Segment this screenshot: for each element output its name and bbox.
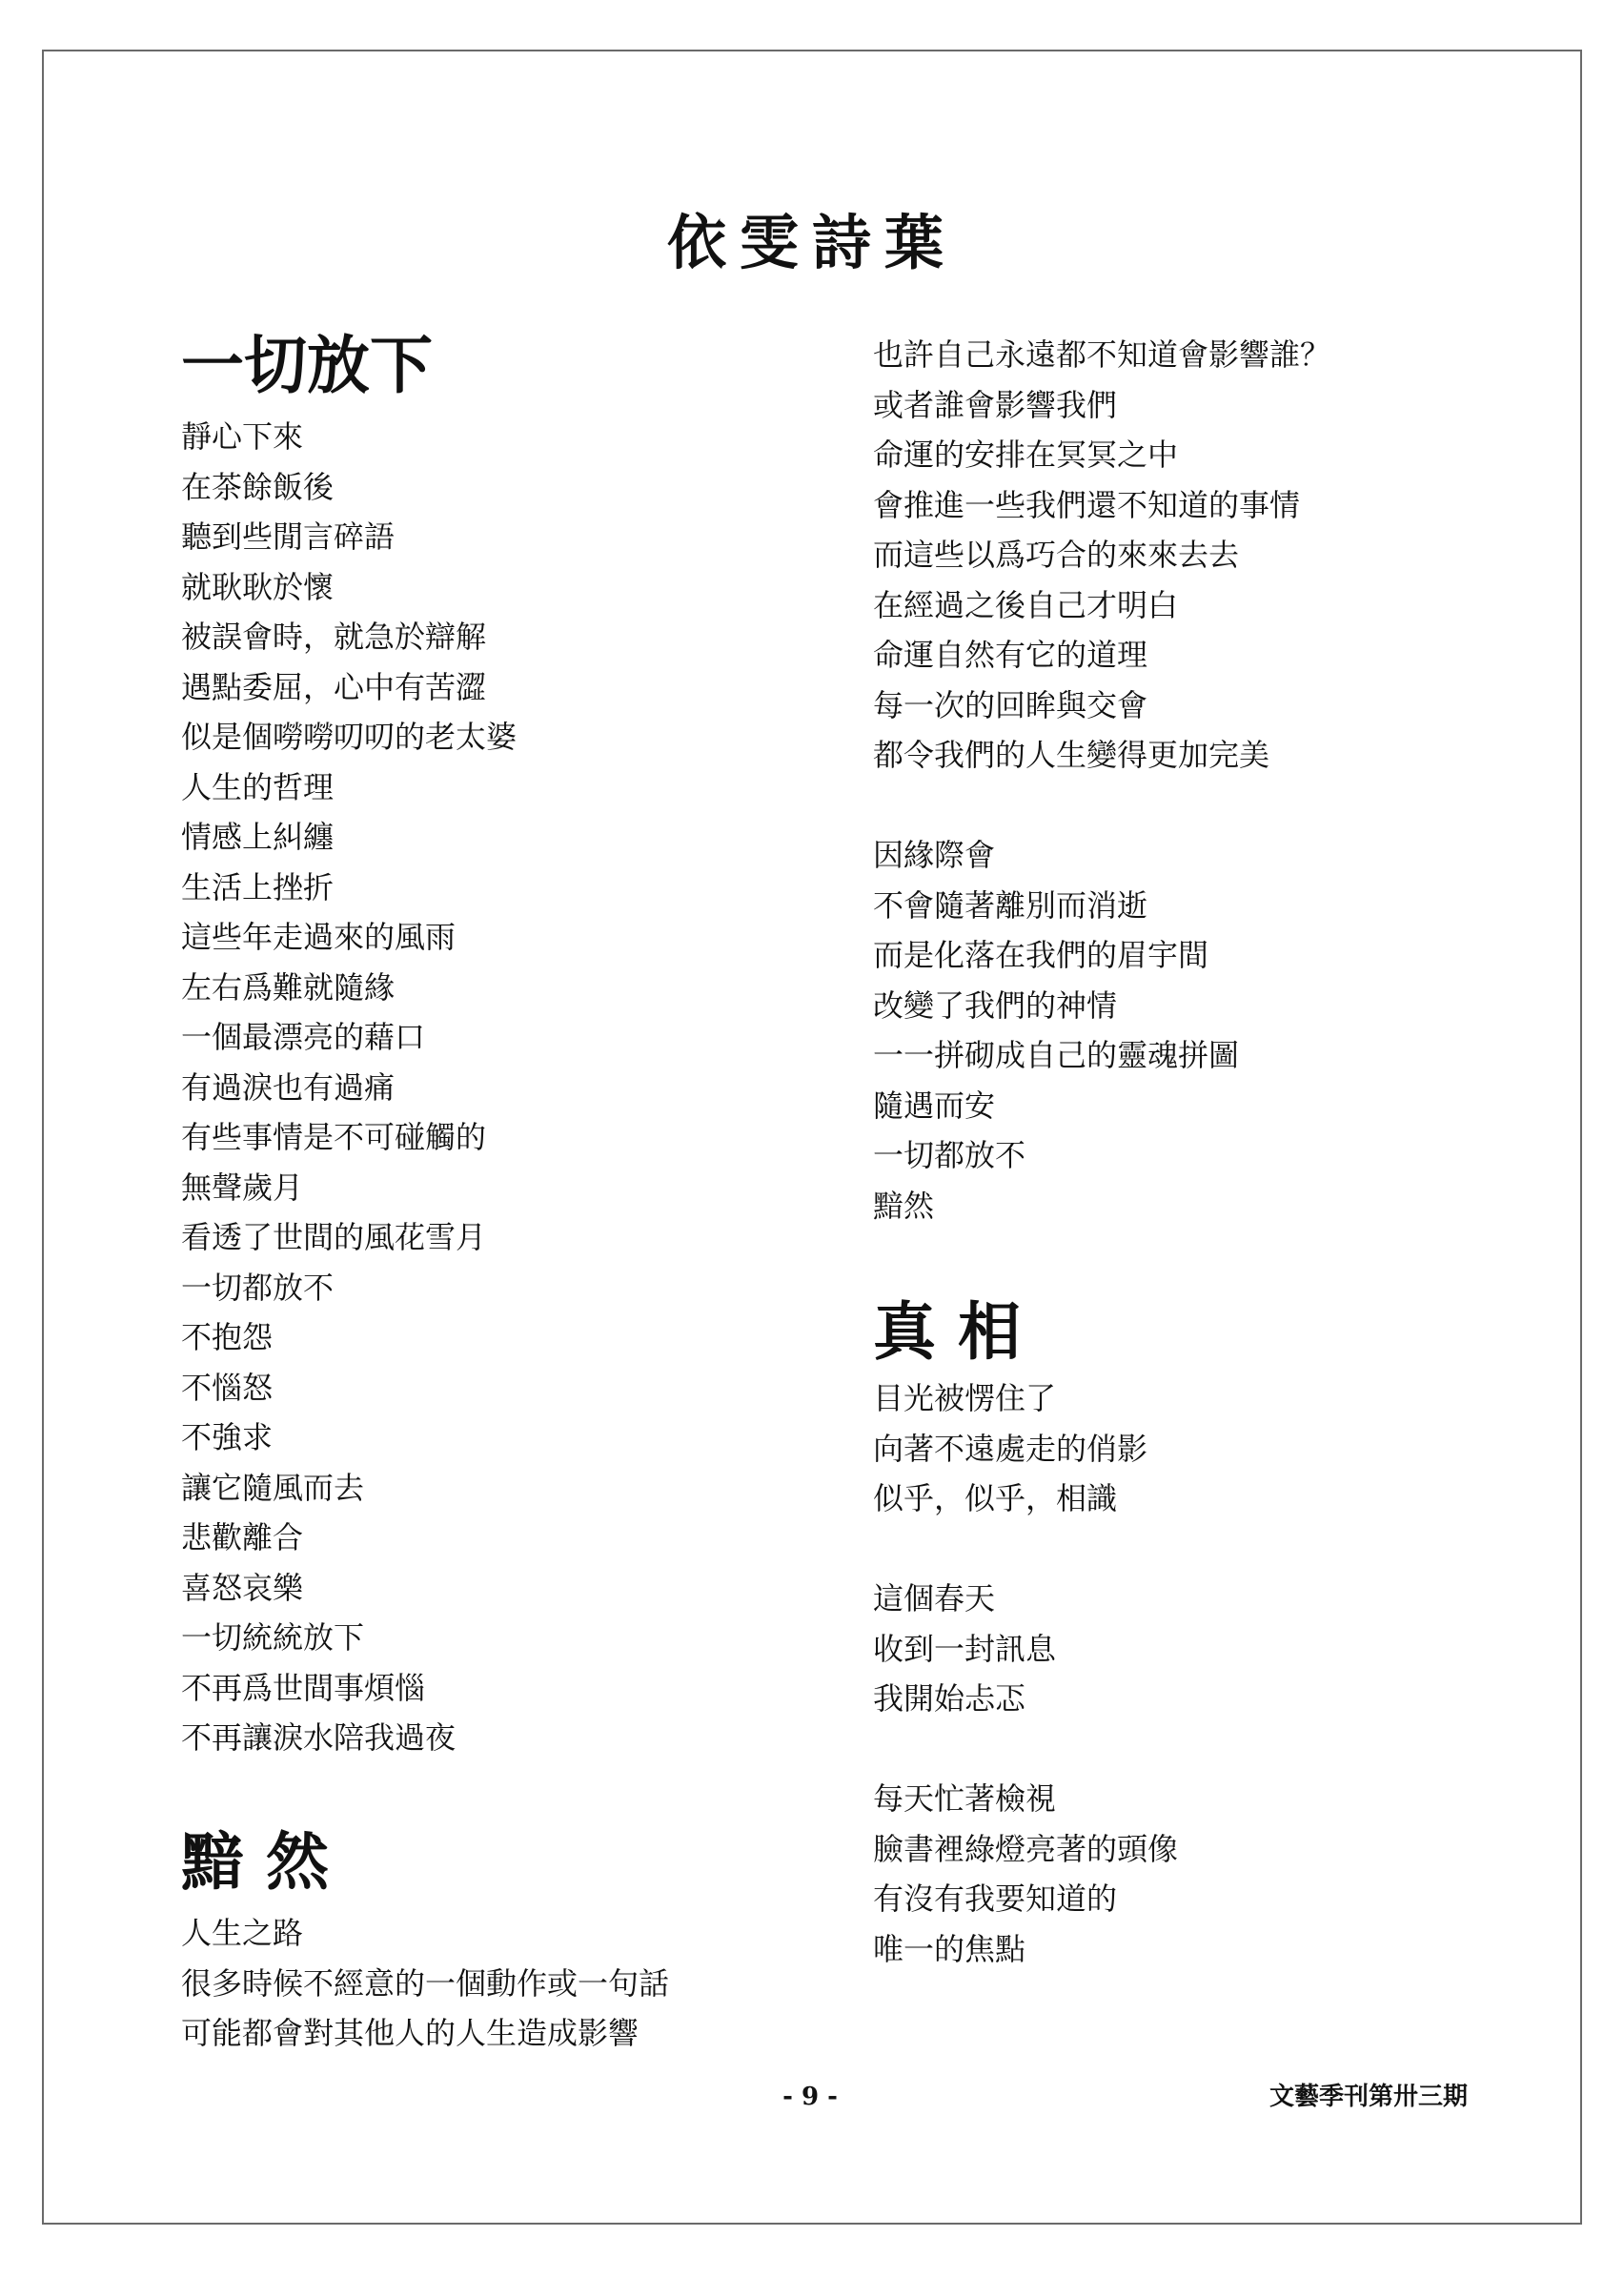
poem-line: 在茶餘飯後 <box>181 468 335 505</box>
poem-line: 遇點委屈，心中有苦澀 <box>181 668 487 705</box>
poem-line: 生活上挫折 <box>181 868 335 905</box>
poem-line: 讓它隨風而去 <box>181 1469 365 1506</box>
poem-line: 命運自然有它的道理 <box>873 637 1148 673</box>
poem-line: 悲歡離合 <box>181 1519 304 1555</box>
poem1-lines <box>181 412 517 1763</box>
poem3-title: 真 相 <box>873 1294 1021 1369</box>
poem-line: 可能都會對其他人的人生造成影響 <box>181 2015 639 2051</box>
poem-line: 而是化落在我們的眉宇間 <box>873 937 1209 973</box>
poem-line: 隨遇而安 <box>873 1087 996 1124</box>
poem-line: 每天忙著檢視 <box>873 1780 1057 1817</box>
poem-line: 一一拼砌成自己的靈魂拼圖 <box>873 1037 1240 1073</box>
poem-line: 一切統統放下 <box>181 1619 365 1656</box>
poem-line: 聽到些閒言碎語 <box>181 518 396 555</box>
poem-line: 不惱怒 <box>181 1369 274 1406</box>
page-title: 依雯詩葉 <box>666 208 957 277</box>
poem-line: 看透了世間的風花雪月 <box>181 1219 487 1255</box>
poem-line: 改變了我們的神情 <box>873 986 1118 1024</box>
poem-line: 喜怒哀樂 <box>181 1569 304 1606</box>
poem-line: 我開始忐忑 <box>873 1680 1026 1717</box>
page-number: - 9 - <box>782 2083 838 2111</box>
poem-line: 而這些以爲巧合的來來去去 <box>873 537 1240 573</box>
poem2-title: 黯 然 <box>181 1824 329 1899</box>
poem-line: 不會隨著離別而消逝 <box>873 886 1148 924</box>
poem-line: 不強求 <box>181 1419 274 1455</box>
poem-line: 會推進一些我們還不知道的事情 <box>873 486 1301 523</box>
poem-line: 唯一的焦點 <box>873 1930 1026 1967</box>
poem1-title: 一切放下 <box>181 328 433 402</box>
poem-line: 這個春天 <box>873 1580 996 1616</box>
poem-line: 在經過之後自己才明白 <box>873 586 1179 623</box>
poem-line: 一切都放不 <box>181 1269 335 1306</box>
poem-line: 左右爲難就隨緣 <box>181 968 396 1006</box>
poem-line: 每一次的回眸與交會 <box>873 686 1148 723</box>
poem-line: 不再爲世間事煩惱 <box>181 1669 426 1706</box>
poem-line: 有過淚也有過痛 <box>181 1068 396 1106</box>
poem-line: 向著不遠處走的俏影 <box>873 1430 1148 1467</box>
poem-line: 一切都放不 <box>873 1137 1026 1173</box>
poem-line: 就耿耿於懷 <box>181 568 335 605</box>
poem-line: 黯然 <box>873 1187 935 1224</box>
poem-line: 目光被愣住了 <box>873 1380 1057 1416</box>
poem-line: 也許自己永遠都不知道會影響誰？ <box>873 336 1331 373</box>
journal-name: 文藝季刊第卅三期 <box>1269 2083 1468 2111</box>
poem-line: 一個最漂亮的藉口 <box>181 1019 426 1055</box>
poem-line: 這些年走過來的風雨 <box>181 919 457 955</box>
poem-line: 不抱怨 <box>181 1319 274 1355</box>
poem-line: 臉書裡綠燈亮著的頭像 <box>873 1830 1179 1867</box>
poem2-lines-left <box>181 1908 669 2059</box>
poem-line: 人生的哲理 <box>181 768 335 805</box>
poem-line: 有些事情是不可碰觸的 <box>181 1119 487 1155</box>
stanza-gap <box>873 1524 1178 1575</box>
stanza-gap <box>873 1724 1178 1775</box>
poem-line: 不再讓淚水陪我過夜 <box>181 1719 457 1756</box>
poem-line: 似是個嘮嘮叨叨的老太婆 <box>181 719 518 755</box>
poem-line: 都令我們的人生變得更加完美 <box>873 737 1270 773</box>
poem-line: 或者誰會影響我們 <box>873 386 1118 423</box>
poem-line: 很多時候不經意的一個動作或一句話 <box>181 1964 670 2002</box>
poem-line: 人生之路 <box>181 1915 304 1951</box>
poem-line: 似乎，似乎，相識 <box>873 1480 1118 1516</box>
stanza-gap <box>873 781 1330 831</box>
poem-line: 命運的安排在冥冥之中 <box>873 437 1179 473</box>
poem-line: 情感上糾纏 <box>181 819 335 855</box>
poem3-lines <box>873 1373 1178 1974</box>
poem-line: 收到一封訊息 <box>873 1630 1057 1667</box>
poem-line: 有沒有我要知道的 <box>873 1881 1118 1917</box>
poem2-continued <box>873 330 1330 1230</box>
poem-line: 因緣際會 <box>873 837 996 873</box>
poem-line: 靜心下來 <box>181 418 304 455</box>
poem-line: 無聲歲月 <box>181 1169 304 1206</box>
poem-line: 被誤會時，就急於辯解 <box>181 619 487 655</box>
